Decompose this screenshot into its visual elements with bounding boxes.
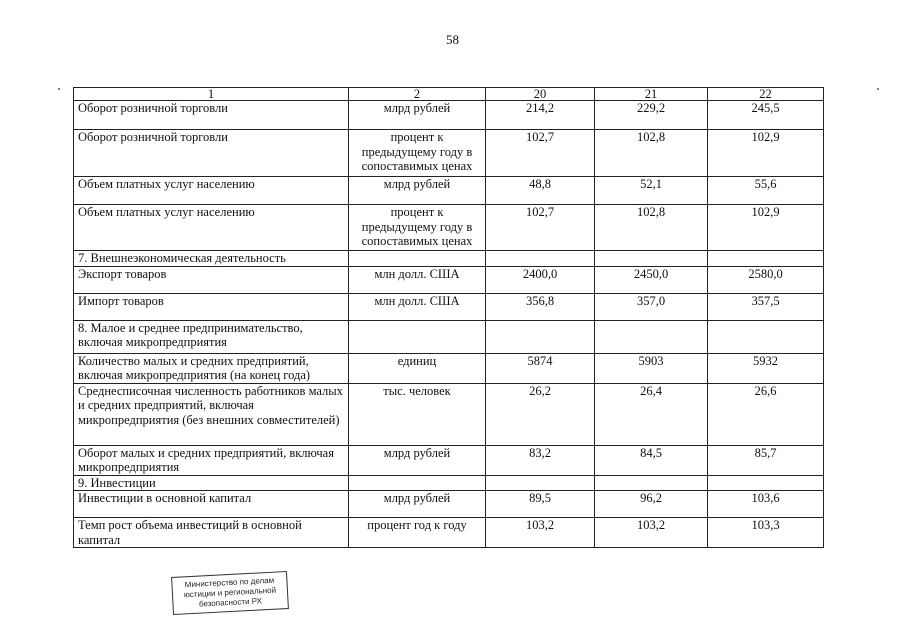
- stamp-line: безопасности РХ: [198, 596, 263, 609]
- indicator-cell: Оборот розничной торговли: [74, 101, 349, 130]
- unit-cell: млрд рублей: [349, 491, 486, 518]
- unit-cell: млрд рублей: [349, 177, 486, 205]
- header-cell: 21: [595, 88, 708, 101]
- unit-cell: тыс. человек: [349, 383, 486, 445]
- indicator-cell: Инвестиции в основной капитал: [74, 491, 349, 518]
- unit-cell: [349, 320, 486, 353]
- value-cell-20: 89,5: [486, 491, 595, 518]
- indicator-cell: Оборот розничной торговли: [74, 130, 349, 177]
- indicator-cell: Оборот малых и средних предприятий, включая микропредприятия: [74, 445, 349, 475]
- table-row: [74, 353, 824, 383]
- value-cell-20: 356,8: [486, 293, 595, 320]
- value-cell-21: 52,1: [595, 177, 708, 205]
- table-row: [74, 177, 824, 205]
- unit-cell: процент год к году: [349, 518, 486, 548]
- unit-cell: млн долл. США: [349, 293, 486, 320]
- table-row: [74, 383, 824, 445]
- value-cell-20: 48,8: [486, 177, 595, 205]
- indicator-cell: 9. Инвестиции: [74, 475, 349, 491]
- value-cell-22: 2580,0: [708, 266, 824, 293]
- stamp-line: Министерство по делам: [184, 575, 275, 590]
- unit-cell: процент к предыдущему году в сопоставимых ценах: [349, 205, 486, 251]
- page-number: 58: [446, 32, 459, 47]
- table-header-row: [74, 88, 824, 101]
- value-cell-22: [708, 320, 824, 353]
- value-cell-21: 229,2: [595, 101, 708, 130]
- value-cell-20: 5874: [486, 353, 595, 383]
- value-cell-20: 2400,0: [486, 266, 595, 293]
- header-cell: 20: [486, 88, 595, 101]
- value-cell-22: [708, 251, 824, 267]
- value-cell-21: 5903: [595, 353, 708, 383]
- table-row: [74, 293, 824, 320]
- table-row: [74, 266, 824, 293]
- value-cell-22: 245,5: [708, 101, 824, 130]
- scan-speck: [58, 88, 60, 90]
- unit-cell: млрд рублей: [349, 101, 486, 130]
- value-cell-20: [486, 475, 595, 491]
- value-cell-22: 85,7: [708, 445, 824, 475]
- table-row: [74, 251, 824, 267]
- indicator-cell: Экспорт товаров: [74, 266, 349, 293]
- value-cell-22: 55,6: [708, 177, 824, 205]
- unit-cell: [349, 251, 486, 267]
- value-cell-20: 214,2: [486, 101, 595, 130]
- value-cell-20: 83,2: [486, 445, 595, 475]
- value-cell-21: 96,2: [595, 491, 708, 518]
- value-cell-21: 26,4: [595, 383, 708, 445]
- header-cell: 1: [74, 88, 349, 101]
- unit-cell: млрд рублей: [349, 445, 486, 475]
- value-cell-20: 103,2: [486, 518, 595, 548]
- value-cell-21: 103,2: [595, 518, 708, 548]
- indicator-cell: Темп рост объема инвестиций в основной капитал: [74, 518, 349, 548]
- value-cell-20: 102,7: [486, 130, 595, 177]
- ministry-stamp: [171, 571, 289, 615]
- indicator-cell: Импорт товаров: [74, 293, 349, 320]
- indicator-cell: Объем платных услуг населению: [74, 177, 349, 205]
- indicator-cell: Среднесписочная численность работников малых и средних предприятий, включая микропредприятия (без внешних совместителей): [74, 383, 349, 445]
- unit-cell: единиц: [349, 353, 486, 383]
- value-cell-21: 357,0: [595, 293, 708, 320]
- value-cell-21: 102,8: [595, 205, 708, 251]
- value-cell-22: 357,5: [708, 293, 824, 320]
- value-cell-22: [708, 475, 824, 491]
- value-cell-21: [595, 475, 708, 491]
- value-cell-22: 102,9: [708, 205, 824, 251]
- value-cell-21: 84,5: [595, 445, 708, 475]
- indicator-cell: 8. Малое и среднее предпринимательство, включая микропредприятия: [74, 320, 349, 353]
- value-cell-22: 26,6: [708, 383, 824, 445]
- value-cell-22: 5932: [708, 353, 824, 383]
- value-cell-21: [595, 251, 708, 267]
- table-row: [74, 518, 824, 548]
- indicator-cell: Объем платных услуг населению: [74, 205, 349, 251]
- value-cell-20: [486, 320, 595, 353]
- header-cell: 2: [349, 88, 486, 101]
- value-cell-20: 26,2: [486, 383, 595, 445]
- indicator-cell: Количество малых и средних предприятий, включая микропредприятия (на конец года): [74, 353, 349, 383]
- unit-cell: процент к предыдущему году в сопоставимых ценах: [349, 130, 486, 177]
- table-row: [74, 205, 824, 251]
- value-cell-22: 103,6: [708, 491, 824, 518]
- value-cell-20: [486, 251, 595, 267]
- table-row: [74, 491, 824, 518]
- table-row: [74, 320, 824, 353]
- table-row: [74, 475, 824, 491]
- stamp-line: юстиции и региональной: [183, 585, 277, 600]
- table-row: [74, 130, 824, 177]
- value-cell-21: [595, 320, 708, 353]
- unit-cell: млн долл. США: [349, 266, 486, 293]
- unit-cell: [349, 475, 486, 491]
- value-cell-21: 2450,0: [595, 266, 708, 293]
- indicators-table: [73, 87, 824, 548]
- value-cell-22: 103,3: [708, 518, 824, 548]
- scan-speck: [877, 88, 879, 90]
- indicator-cell: 7. Внешнеэкономическая деятельность: [74, 251, 349, 267]
- table-row: [74, 101, 824, 130]
- value-cell-20: 102,7: [486, 205, 595, 251]
- table-row: [74, 445, 824, 475]
- value-cell-22: 102,9: [708, 130, 824, 177]
- value-cell-21: 102,8: [595, 130, 708, 177]
- header-cell: 22: [708, 88, 824, 101]
